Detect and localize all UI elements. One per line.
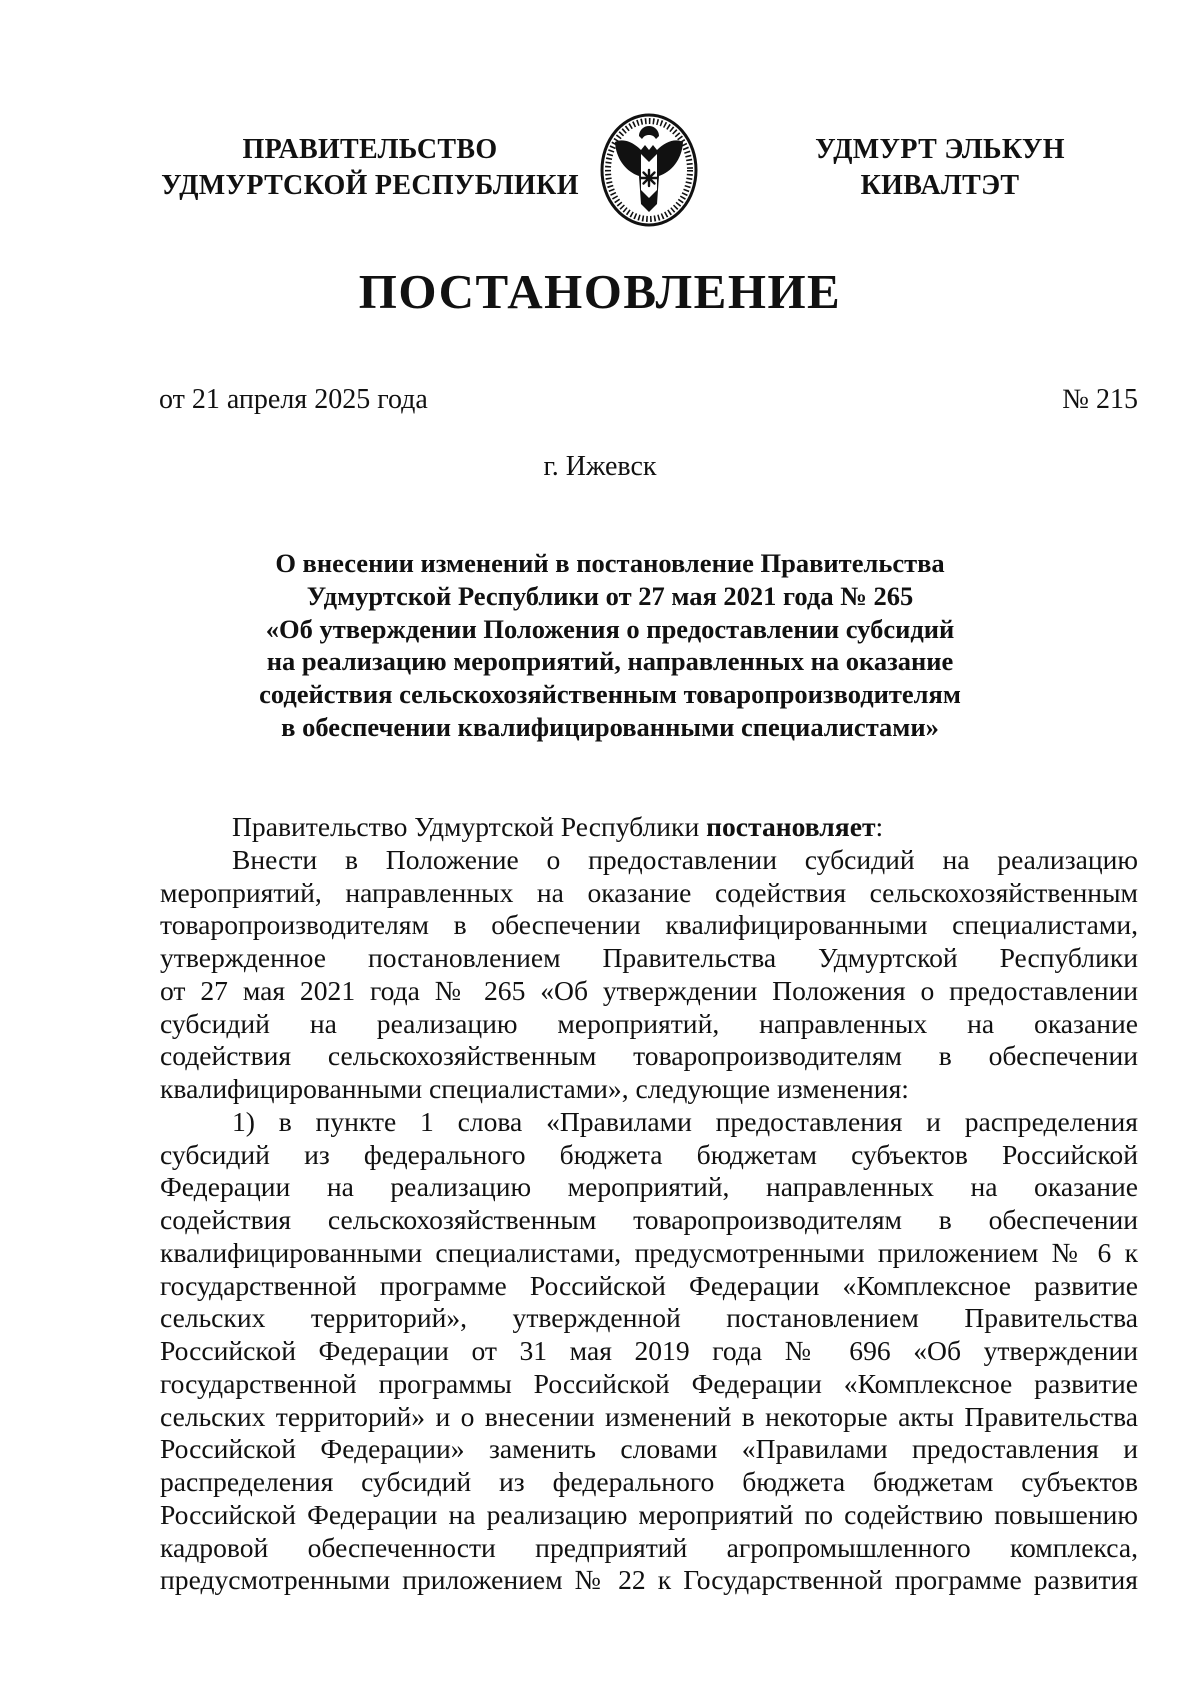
body-line: квалифицированными специалистами, предусмотренными приложением № 6 к: [160, 1236, 1138, 1268]
body-line: квалифицированными специалистами», следующие изменения:: [160, 1073, 909, 1104]
subject-line: «Об утверждении Положения о предоставлении субсидий: [265, 613, 955, 644]
intro-text: Правительство Удмуртской Республики: [232, 811, 707, 842]
body-line: товаропроизводителям в обеспечении квалифицированными специалистами,: [160, 909, 1138, 941]
body-line: утвержденное постановлением Правительства Удмуртской Республики: [160, 942, 1138, 973]
intro-bold: постановляет: [706, 811, 876, 842]
udmurt-coat-of-arms-icon: [598, 112, 700, 228]
body-line: Российской Федерации на реализацию мероприятий по содействию повышению: [160, 1498, 1138, 1530]
issuer-line: УДМУРТСКОЙ РЕСПУБЛИКИ: [161, 170, 579, 201]
body-line: распределения субсидий из федерального бюджета бюджетам субъектов: [160, 1466, 1138, 1497]
body-intro-line: [160, 811, 1138, 844]
body-line: 1) в пункте 1 слова «Правилами предоставления и распределения: [232, 1105, 1138, 1137]
subject-line: О внесении изменений в постановление Правительства: [275, 548, 945, 578]
document-date: от 21 апреля 2025 года: [159, 384, 428, 415]
document-title: ПОСТАНОВЛЕНИЕ: [358, 264, 842, 319]
body-line: содействия сельскохозяйственным товаропроизводителям в обеспечении: [160, 1204, 1138, 1235]
issuer-name-udmurt: [790, 132, 1090, 204]
body-line: мероприятий, направленных на оказание содействия сельскохозяйственным: [160, 876, 1138, 908]
body-line: государственной программе Российской Федерации «Комплексное развитие: [160, 1269, 1138, 1301]
subject-line: на реализацию мероприятий, направленных на оказание: [266, 646, 954, 677]
subject-line: содействия сельскохозяйственным товаропроизводителям: [259, 679, 961, 710]
issuer-line: УДМУРТ ЭЛЬКУН: [815, 134, 1065, 165]
body-line: государственной программы Российской Федерации «Комплексное развитие: [160, 1367, 1138, 1399]
document-city: г. Ижевск: [543, 451, 657, 482]
body-line: субсидий на реализацию мероприятий, направленных на оказание: [160, 1007, 1138, 1039]
body-line: сельских территорий», утвержденной постановлением Правительства: [160, 1302, 1138, 1334]
document-body: [160, 811, 1138, 1597]
issuer-line: ПРАВИТЕЛЬСТВО: [242, 134, 498, 165]
body-line: Федерации на реализацию мероприятий, направленных на оказание: [160, 1171, 1138, 1203]
body-line: от 27 мая 2021 года № 265 «Об утверждении Положения о предоставлении: [160, 974, 1138, 1006]
body-line: Российской Федерации» заменить словами «Правилами предоставления и: [160, 1433, 1138, 1465]
intro-end: :: [875, 811, 884, 842]
body-line: субсидий из федерального бюджета бюджетам субъектов Российской: [160, 1138, 1138, 1170]
body-line: Внести в Положение о предоставлении субсидий на реализацию: [232, 843, 1138, 875]
body-line: содействия сельскохозяйственным товаропроизводителям в обеспечении: [160, 1040, 1138, 1072]
body-line: предусмотренными приложением № 22 к Государственной программе развития: [160, 1564, 1138, 1596]
document-number: № 215: [1062, 384, 1138, 415]
body-line: Российской Федерации от 31 мая 2019 года № 696 «Об утверждении: [160, 1335, 1138, 1366]
subject-line: в обеспечении квалифицированными специалистами»: [281, 711, 939, 742]
subject-line: Удмуртской Республики от 27 мая 2021 года № 265: [306, 580, 914, 611]
document-subject: [200, 547, 1020, 744]
body-line: сельских территорий» и о внесении изменений в некоторые акты Правительства: [160, 1400, 1138, 1432]
body-line: кадровой обеспеченности предприятий агропромышленного комплекса,: [160, 1531, 1138, 1563]
issuer-name-russian: [150, 132, 590, 204]
issuer-line: КИВАЛТЭТ: [860, 170, 1020, 201]
